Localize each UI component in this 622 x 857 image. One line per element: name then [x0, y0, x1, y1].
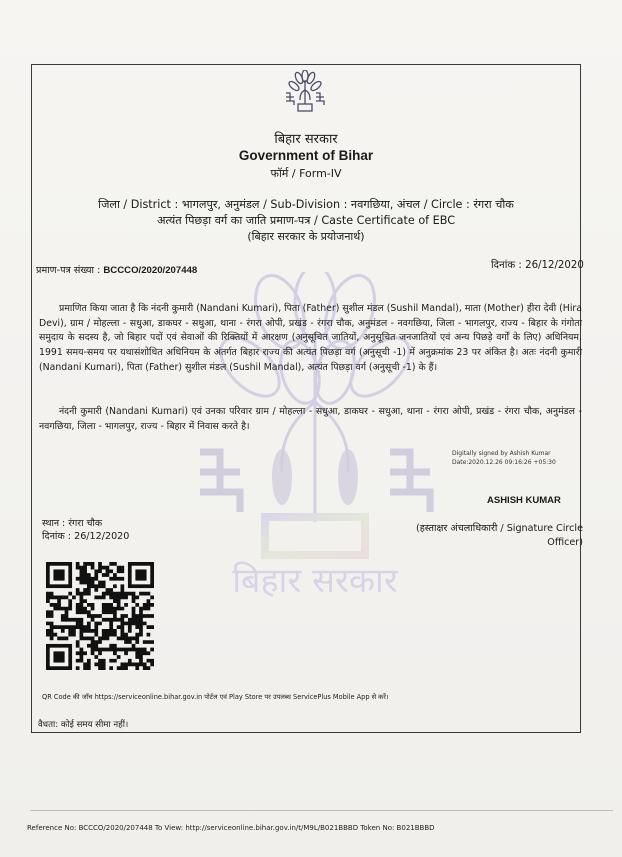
residence-paragraph: नंदनी कुमारी (Nandani Kumari) एवं उनका परिवार ग्राम / मोहल्ला - सधुआ, डाकघर - सधुआ, थाना - रंगरा ओपी, प्रखंड - रंगरा चौक, अनुमंडल - नवगछिया, जिला - भागलपुर, राज्य - बिहार में निवास करते है। [39, 406, 582, 432]
certificate-number-value: BCCCO/2020/207448 [103, 265, 198, 276]
government-title: Government of Bihar [238, 148, 374, 163]
form-number: फॉर्म / Form-IV [270, 167, 342, 180]
validity-note: वैधता: कोई समय सीमा नहीं। [38, 720, 129, 730]
certification-paragraph: प्रमाणित किया जाता है कि नंदनी कुमारी (Nandani Kumari), पिता (Father) सुशील मंडल (Sushil Mandal), माता (Mother) हीरा देवी (Hira Devi), ग्राम / मोहल्ला - सधुआ, डाकघर - सधुआ, थाना - रंगरा ओपी, प्रखंड - रंगरा चौक, अनुमंडल - नवगछिया, जिला - भागलपुर, राज्य - बिहार के गंगोता समुदाय के सदस्य है, जो बिहार पदों एवं सेवाओं की रिक्तियों में आरक्षण (अनुसूचित जातियों, अनुसूचित जनजातियों एवं अन्य पिछड़े वर्गों के लिए) अधिनियम, 1991 समय-समय पर यथासंशोधित अधिनियम के अंतर्गत बिहार राज्य की अत्यंत पिछड़ा वर्ग (अनुसूची -1) में अनुक्रमांक 23 पर अंकित है। अतः नंदनी कुमारी (Nandani Kumari), पिता (Father) सुशील मंडल (Sushil Mandal), अत्यंत पिछड़ा वर्ग (अनुसूची -1) के हैं। [39, 303, 582, 373]
digital-signature-stamp [452, 450, 556, 467]
reference-footer: Reference No: BCCCO/2020/207448 To View: http://serviceonline.bihar.gov.in/t/M9L/B021BBBD Token No: B021BBBD [27, 824, 435, 832]
footer-divider [30, 810, 613, 811]
signer-name: ASHISH KUMAR [487, 495, 561, 506]
certificate-number [36, 263, 197, 276]
certificate-number-label: प्रमाण-पत्र संख्या : [36, 265, 101, 276]
watermark-text: बिहार सरकार [232, 561, 398, 601]
qr-verification-note: QR Code की जाँच https://serviceonline.bihar.gov.in पोर्टल एवं Play Store पर उपलब्ध ServicePlus Mobile App से करें। [42, 693, 389, 701]
issue-place: स्थान : रंगरा चौक [42, 518, 103, 529]
digital-signed-date: Date:2020.12.26 09:16:26 +05:30 [452, 458, 556, 466]
signer-designation: (हस्ताक्षर अंचलाधिकारी / Signature Circle Officer) [415, 523, 583, 548]
district-value: भागलपुर, अनुमंडल / Sub-Division : नवगछिया, अंचल / Circle : रंगरा चौक [181, 198, 514, 211]
bihar-emblem-icon [283, 70, 327, 116]
certificate-date-label: दिनांक : [491, 260, 522, 271]
hindi-government-title: बिहार सरकार [274, 132, 338, 147]
digital-signed-by: Digitally signed by Ashish Kumar [452, 450, 551, 457]
certificate-title: अत्यंत पिछड़ा वर्ग का जाति प्रमाण-पत्र / Caste Certificate of EBC [156, 214, 456, 227]
location-line [31, 197, 581, 212]
certificate-purpose: (बिहार सरकार के प्रयोजनार्थ) [247, 230, 365, 243]
issue-date: दिनांक : 26/12/2020 [42, 531, 130, 542]
qr-code-icon [46, 562, 154, 672]
certificate-date [491, 257, 584, 271]
certificate-date-value: 26/12/2020 [525, 260, 584, 271]
district-label: जिला / District : [98, 198, 179, 211]
